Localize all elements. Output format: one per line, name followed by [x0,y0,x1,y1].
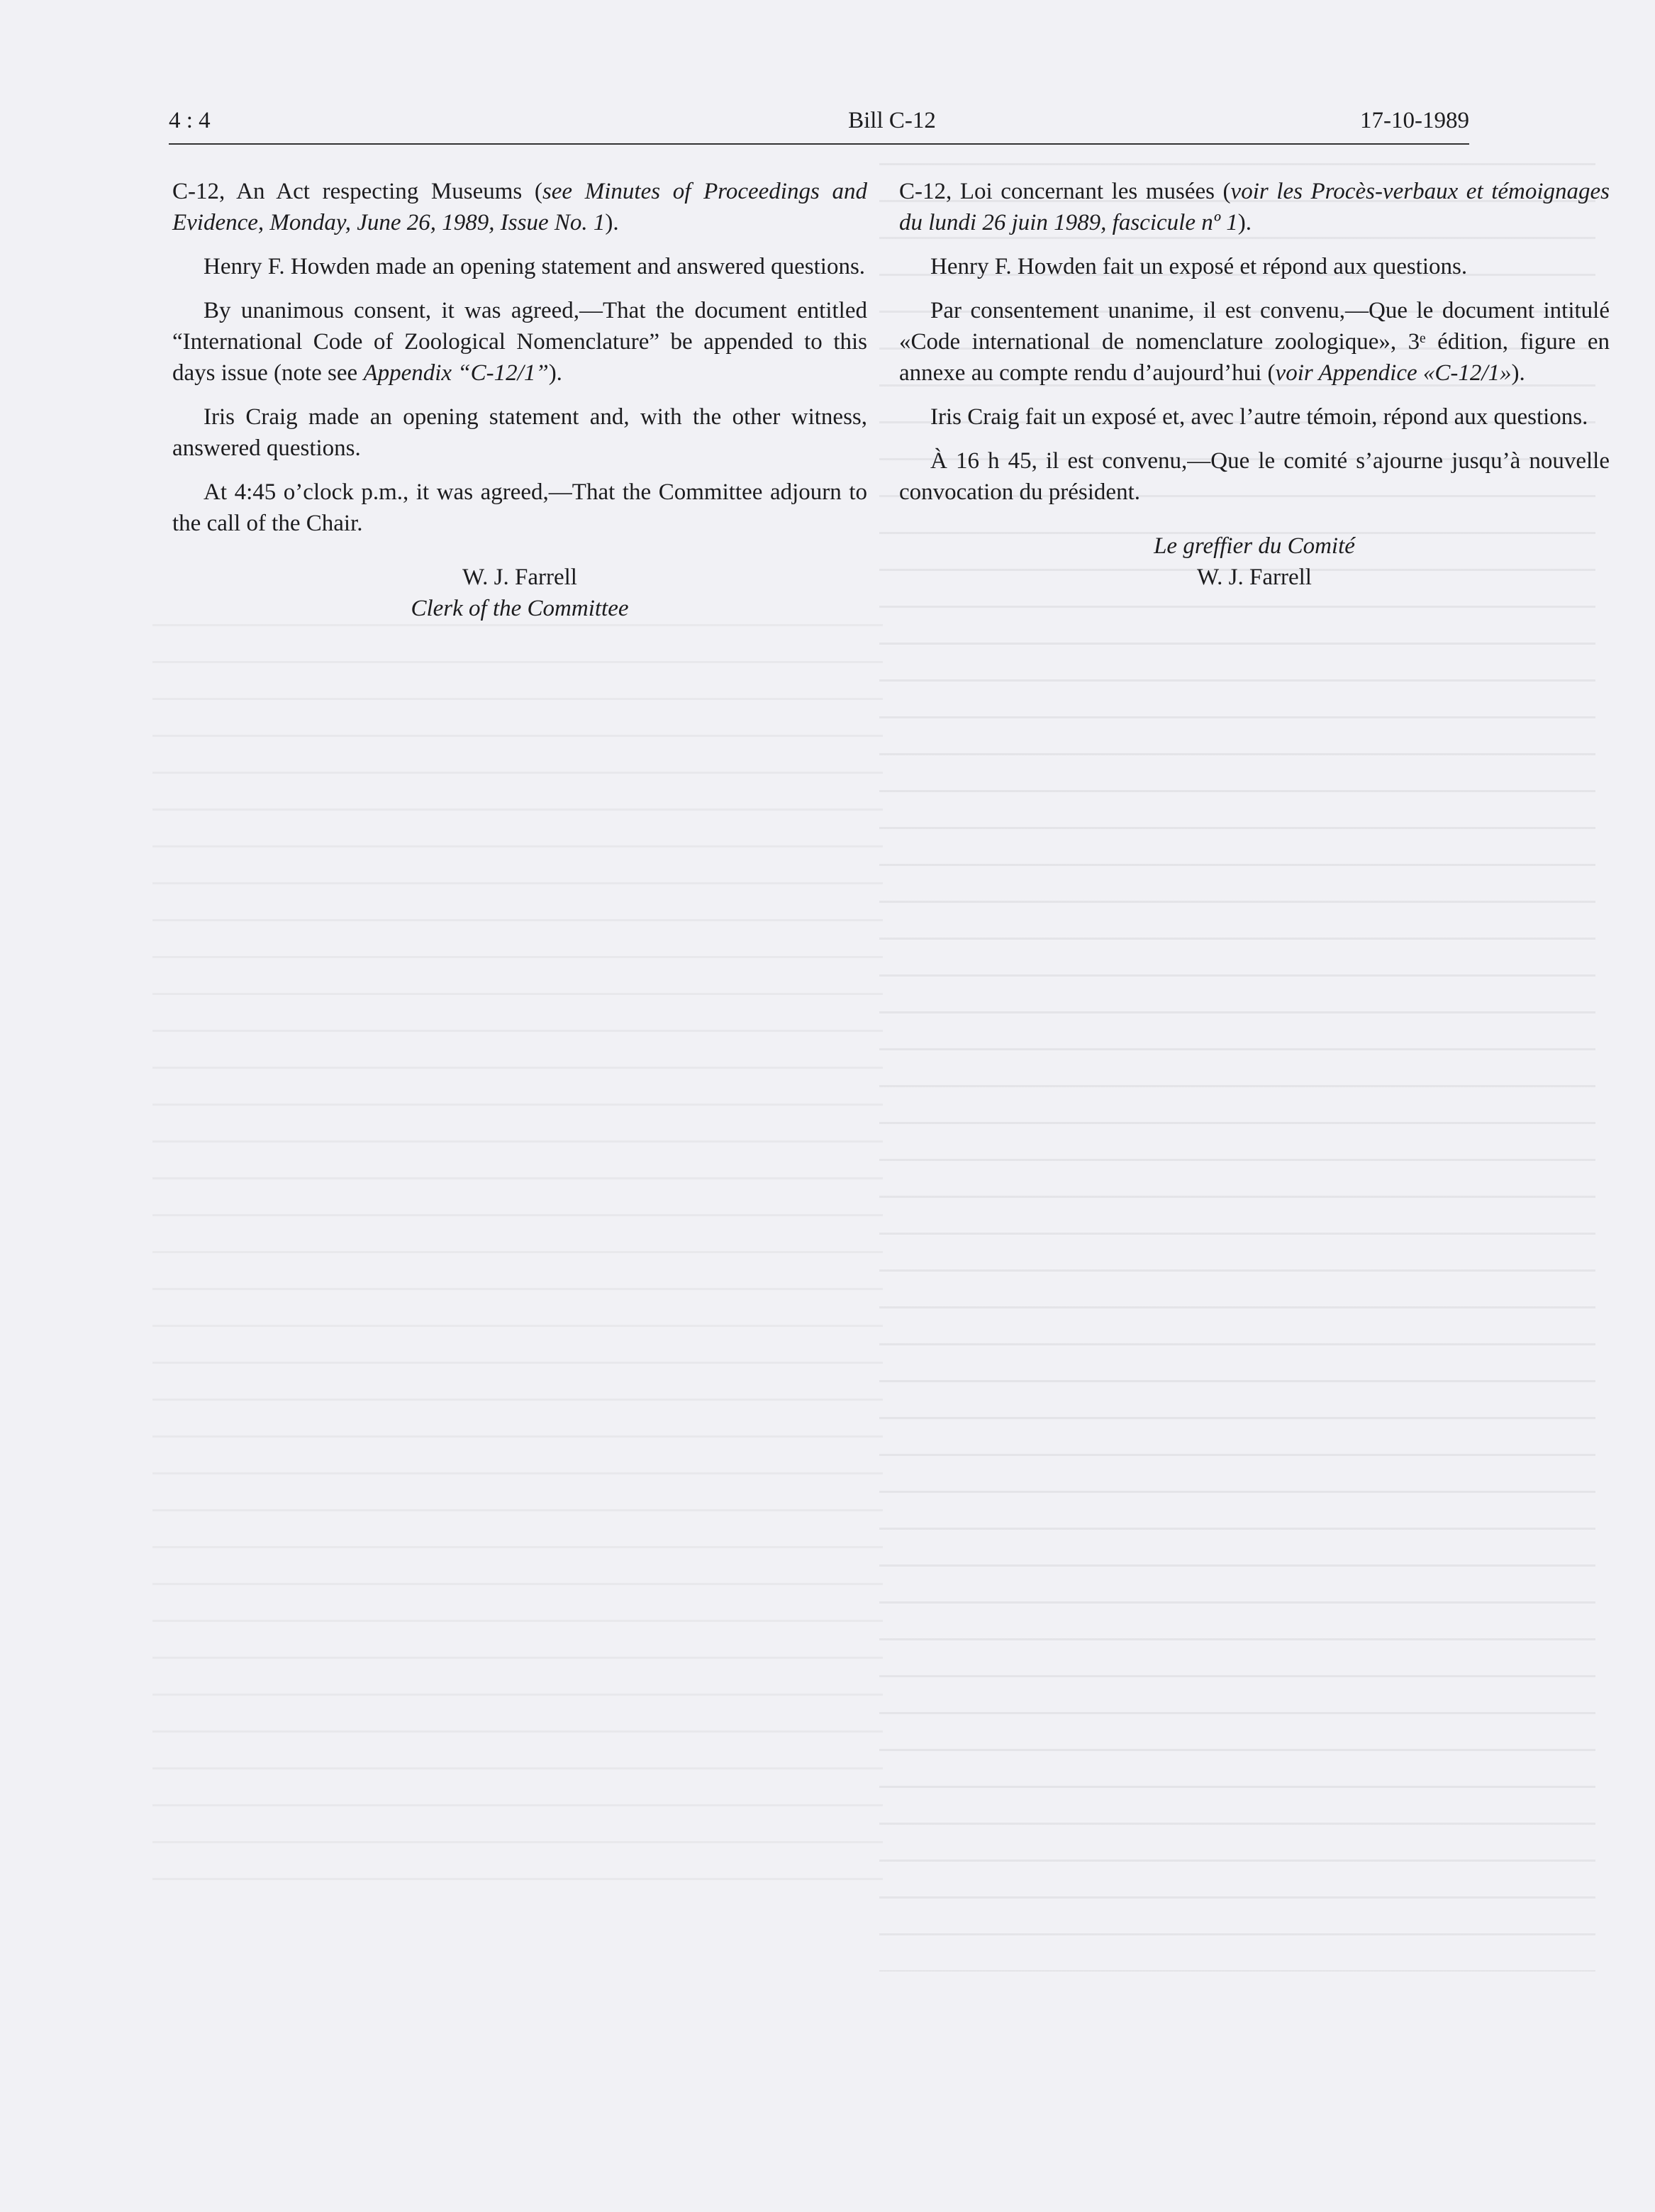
fr-paragraph-howden: Henry F. Howden fait un exposé et répond aux questions. [930,254,1468,279]
fr-paragraph-craig: Iris Craig fait un exposé et, avec l’autre témoin, répond aux questions. [930,404,1588,430]
en-paragraph-bill: C-12, An Act respecting Museums (see Minutes of Proceedings and Evidence, Monday, June 26, 1989, Issue No. 1). [172,179,867,235]
bill-title: Bill C-12 [848,108,936,133]
header-date: 17-10-1989 [1360,108,1469,133]
french-column [899,176,1610,593]
fr-signature-name: W. J. Farrell [1197,565,1312,590]
fr-signature-title: Le greffier du Comité [1154,533,1355,559]
fr-paragraph-bill: C-12, Loi concernant les musées (voir les Procès-verbaux et témoignages du lundi 26 juin 1989, fascicule nº 1). [899,179,1610,235]
fr-paragraph-adjourn: À 16 h 45, il est convenu,—Que le comité s’ajourne jusqu’à nouvelle convocation du président. [899,448,1610,505]
en-paragraph-craig: Iris Craig made an opening statement and, with the other witness, answered questions. [172,404,867,461]
en-signature-title: Clerk of the Committee [411,596,629,621]
english-column [172,176,867,624]
header-rule [169,143,1469,145]
en-signature [172,562,867,624]
page-header [169,108,1469,143]
page-number: 4 : 4 [169,108,211,133]
en-paragraph-adjourn: At 4:45 o’clock p.m., it was agreed,—That the Committee adjourn to the call of the Chair. [172,479,867,536]
en-paragraph-howden: Henry F. Howden made an opening statement and answered questions. [204,254,866,279]
en-signature-name: W. J. Farrell [462,565,577,590]
fr-signature [899,530,1610,593]
bleed-through-texture-left [152,624,883,1915]
fr-paragraph-consent: Par consentement unanime, il est convenu,—Que le document intitulé «Code international de nomenclature zoologique», 3ᵉ édition, figure en annexe au compte rendu d’aujourd’hui (voir Appendice «C-12/1»). [899,298,1610,386]
en-paragraph-consent: By unanimous consent, it was agreed,—That the document entitled “International Code of Zoological Nomenclature” be appended to this days issue (note see Appendix “C-12/1”). [172,298,867,386]
